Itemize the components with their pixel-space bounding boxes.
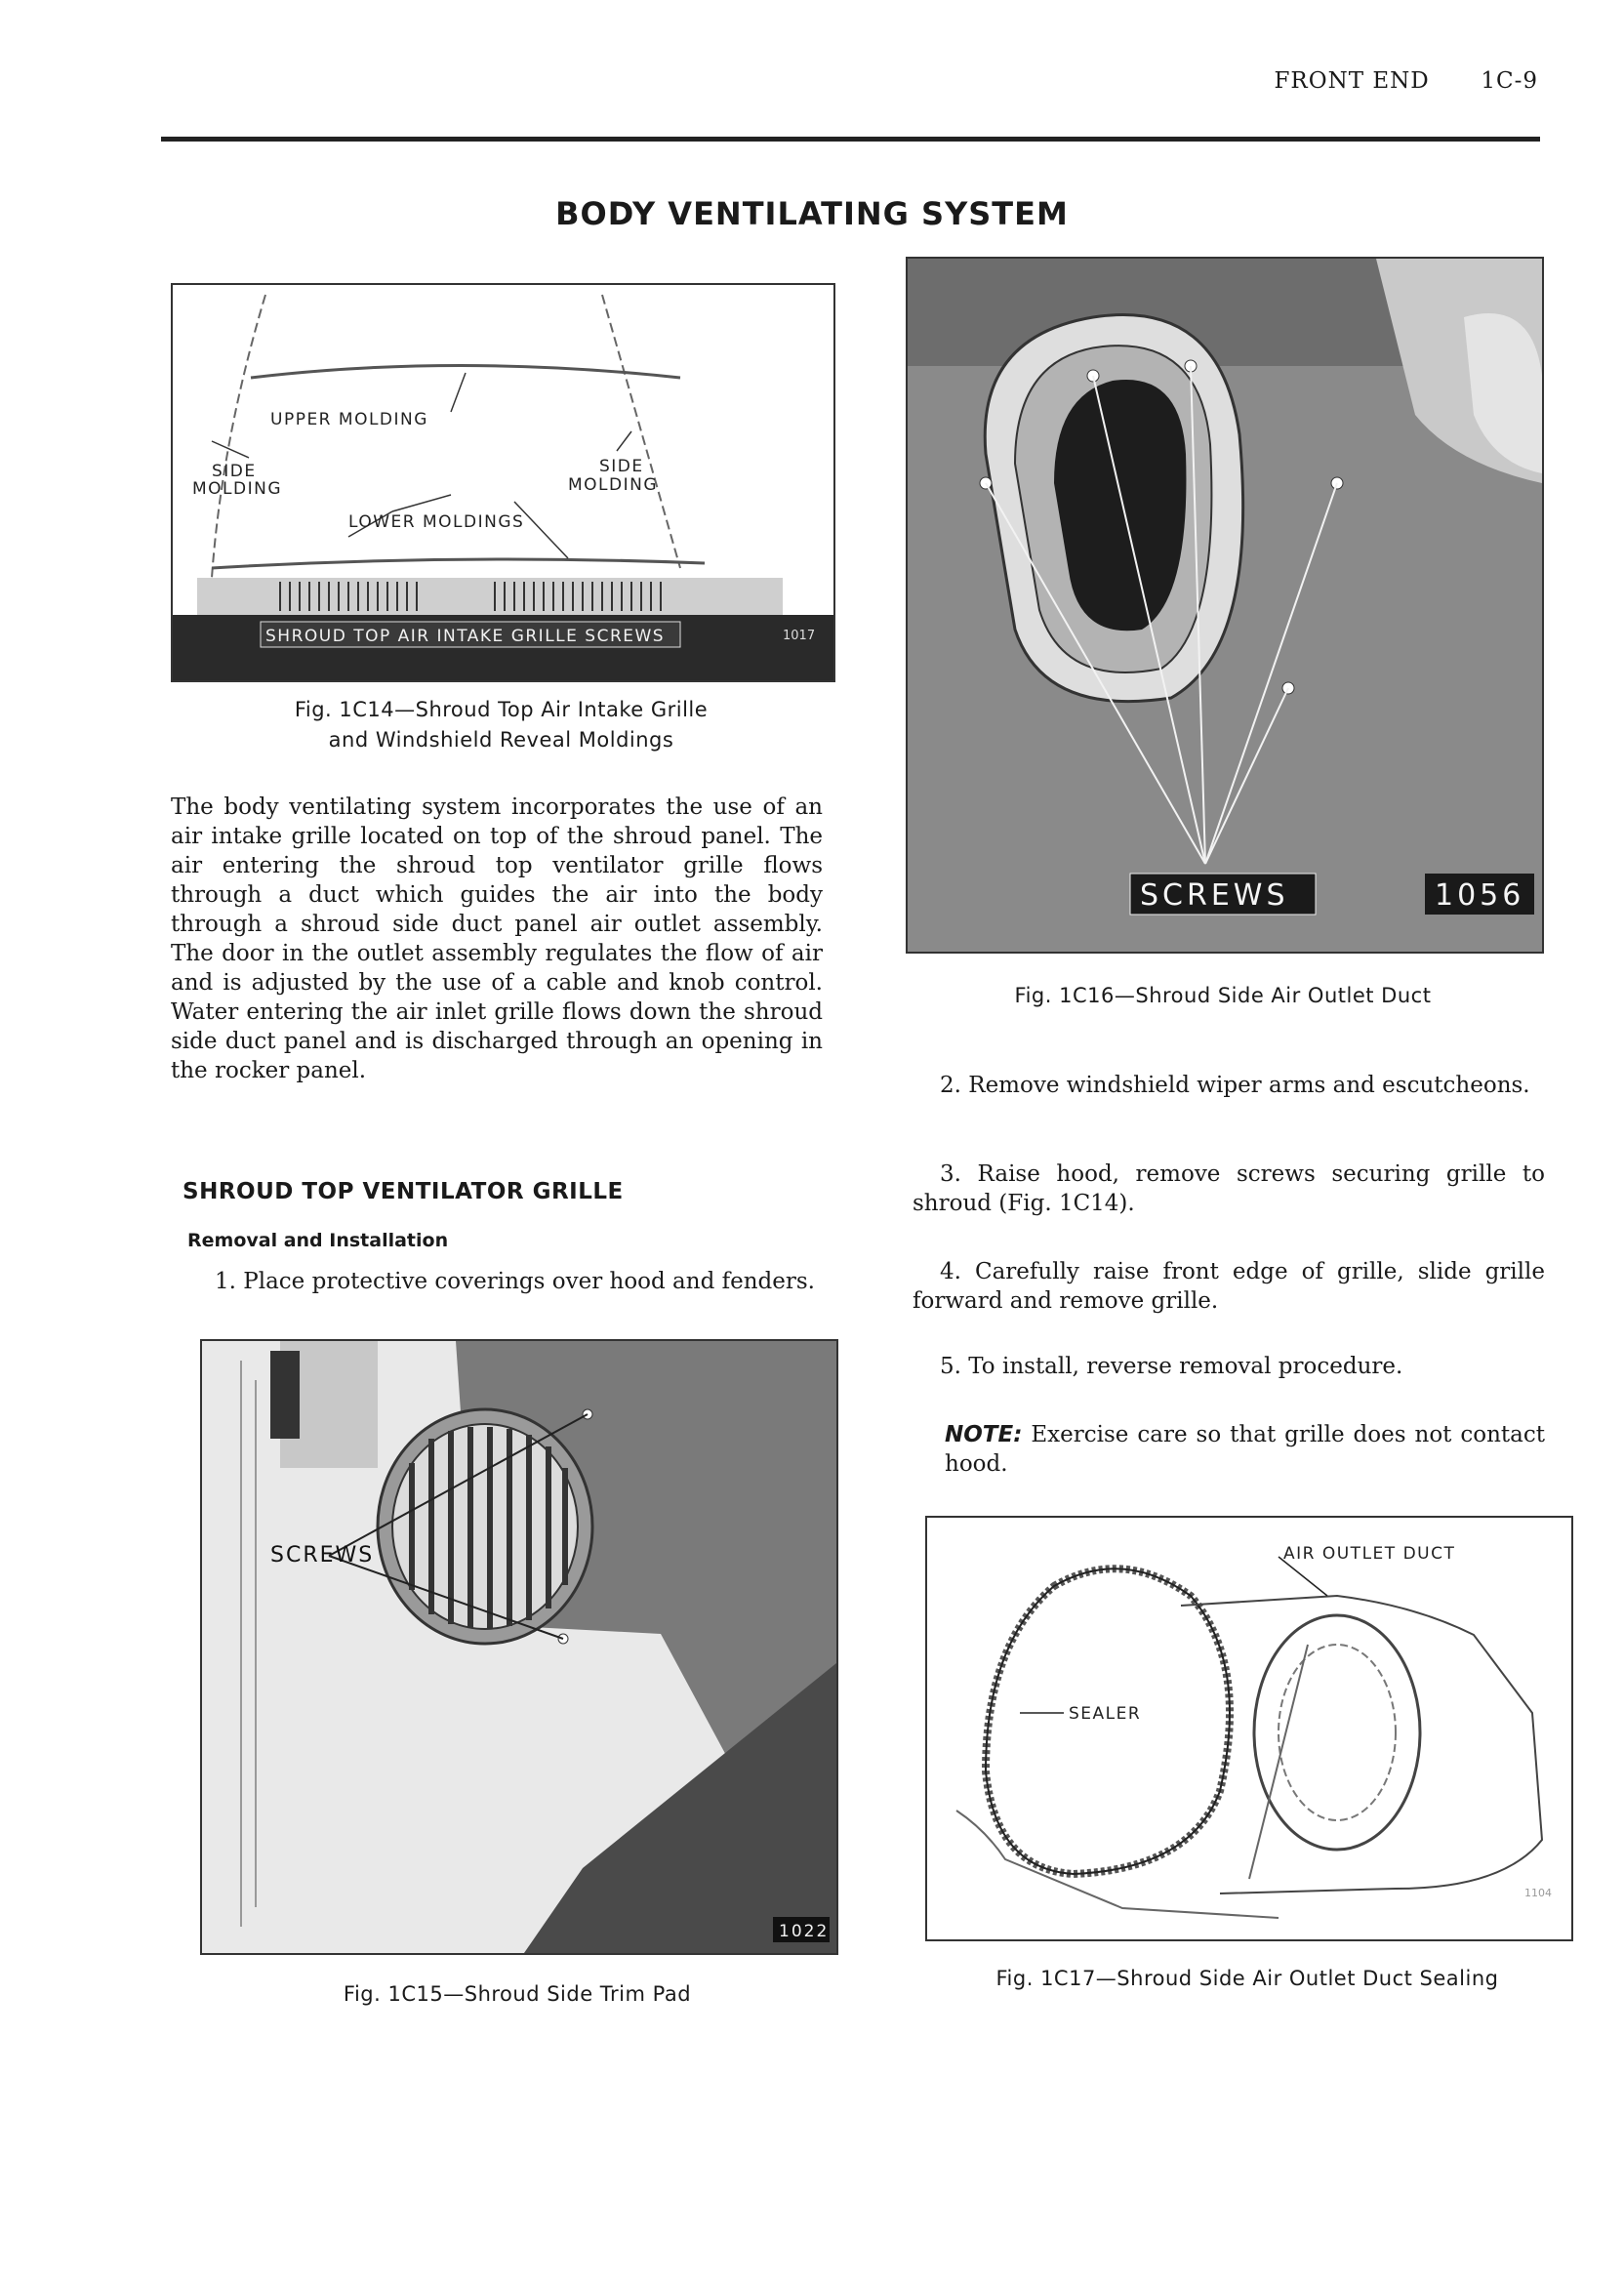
step-2: 2. Remove windshield wiper arms and escutcheons. [940,1073,1530,1098]
figure-1c17 [925,1516,1573,1941]
fig16-screws-label: SCREWS [1140,878,1289,913]
note-label: NOTE: [945,1422,1023,1447]
side-molding-left-label-1: SIDE [212,462,257,481]
grille-screws-label: SHROUD TOP AIR INTAKE GRILLE SCREWS [265,627,666,646]
running-head [1274,68,1538,94]
fig15-screws-label: SCREWS [270,1543,375,1568]
header-rule [161,137,1540,142]
section-name: FRONT END [1274,68,1430,94]
fig17-caption: Fig. 1C17—Shroud Side Air Outlet Duct Sealing [995,1967,1499,1990]
windshield-illustration [173,285,833,680]
side-molding-right-label-2: MOLDING [568,475,659,495]
fig14-caption-line2: and Windshield Reveal Moldings [328,728,674,752]
side-molding-right-label-1: SIDE [599,457,644,476]
fig14-caption-line1: Fig. 1C14—Shroud Top Air Intake Grille [294,698,709,721]
section-heading: SHROUD TOP VENTILATOR GRILLE [183,1179,624,1204]
fig17-code: 1104 [1524,1887,1552,1899]
duct-sealing-illustration [927,1518,1571,1939]
lower-moldings-label: LOWER MOLDINGS [348,512,525,532]
subheading: Removal and Installation [187,1230,449,1251]
trim-pad-illustration [202,1341,836,1953]
page-title: BODY VENTILATING SYSTEM [555,195,1069,232]
fig16-code: 1056 [1435,878,1525,913]
upper-molding-label: UPPER MOLDING [270,410,428,429]
step-3: 3. Raise hood, remove screws securing grille to shroud (Fig. 1C14). [913,1161,1545,1216]
note [945,1420,1545,1479]
figure-1c15 [200,1339,838,1955]
sealer-label: SEALER [1069,1704,1142,1724]
outlet-duct-photo [908,259,1542,952]
page-number: 1C-9 [1481,68,1538,94]
fig15-code: 1022 [779,1922,830,1941]
step-1: 1. Place protective coverings over hood and fenders. [215,1269,815,1294]
figure-1c16 [906,257,1544,954]
air-outlet-duct-label: AIR OUTLET DUCT [1283,1544,1456,1564]
side-molding-left-label-2: MOLDING [192,479,283,499]
step-5: 5. To install, reverse removal procedure. [940,1354,1403,1379]
figure-1c14 [171,283,835,682]
step-4: 4. Carefully raise front edge of grille, slide grille forward and remove grille. [913,1259,1545,1314]
note-text: Exercise care so that grille does not contact hood. [945,1422,1546,1477]
fig15-caption: Fig. 1C15—Shroud Side Trim Pad [343,1982,692,2006]
fig14-caption [171,695,832,755]
intro-paragraph: The body ventilating system incorporates the use of an air intake grille located on top of the shroud panel. The air entering the shroud top ventilator grille flows through a duct which guides the air into the body through a shroud side duct panel air outlet assembly. The door in the outlet assembly regulates the flow of air and is adjusted by the use of a cable and knob control. Water entering the air inlet grille flows down the shroud side duct panel and is discharged through an opening in the rocker panel. [171,794,823,1083]
fig16-caption: Fig. 1C16—Shroud Side Air Outlet Duct [1014,984,1432,1007]
fig14-code: 1017 [783,629,816,643]
